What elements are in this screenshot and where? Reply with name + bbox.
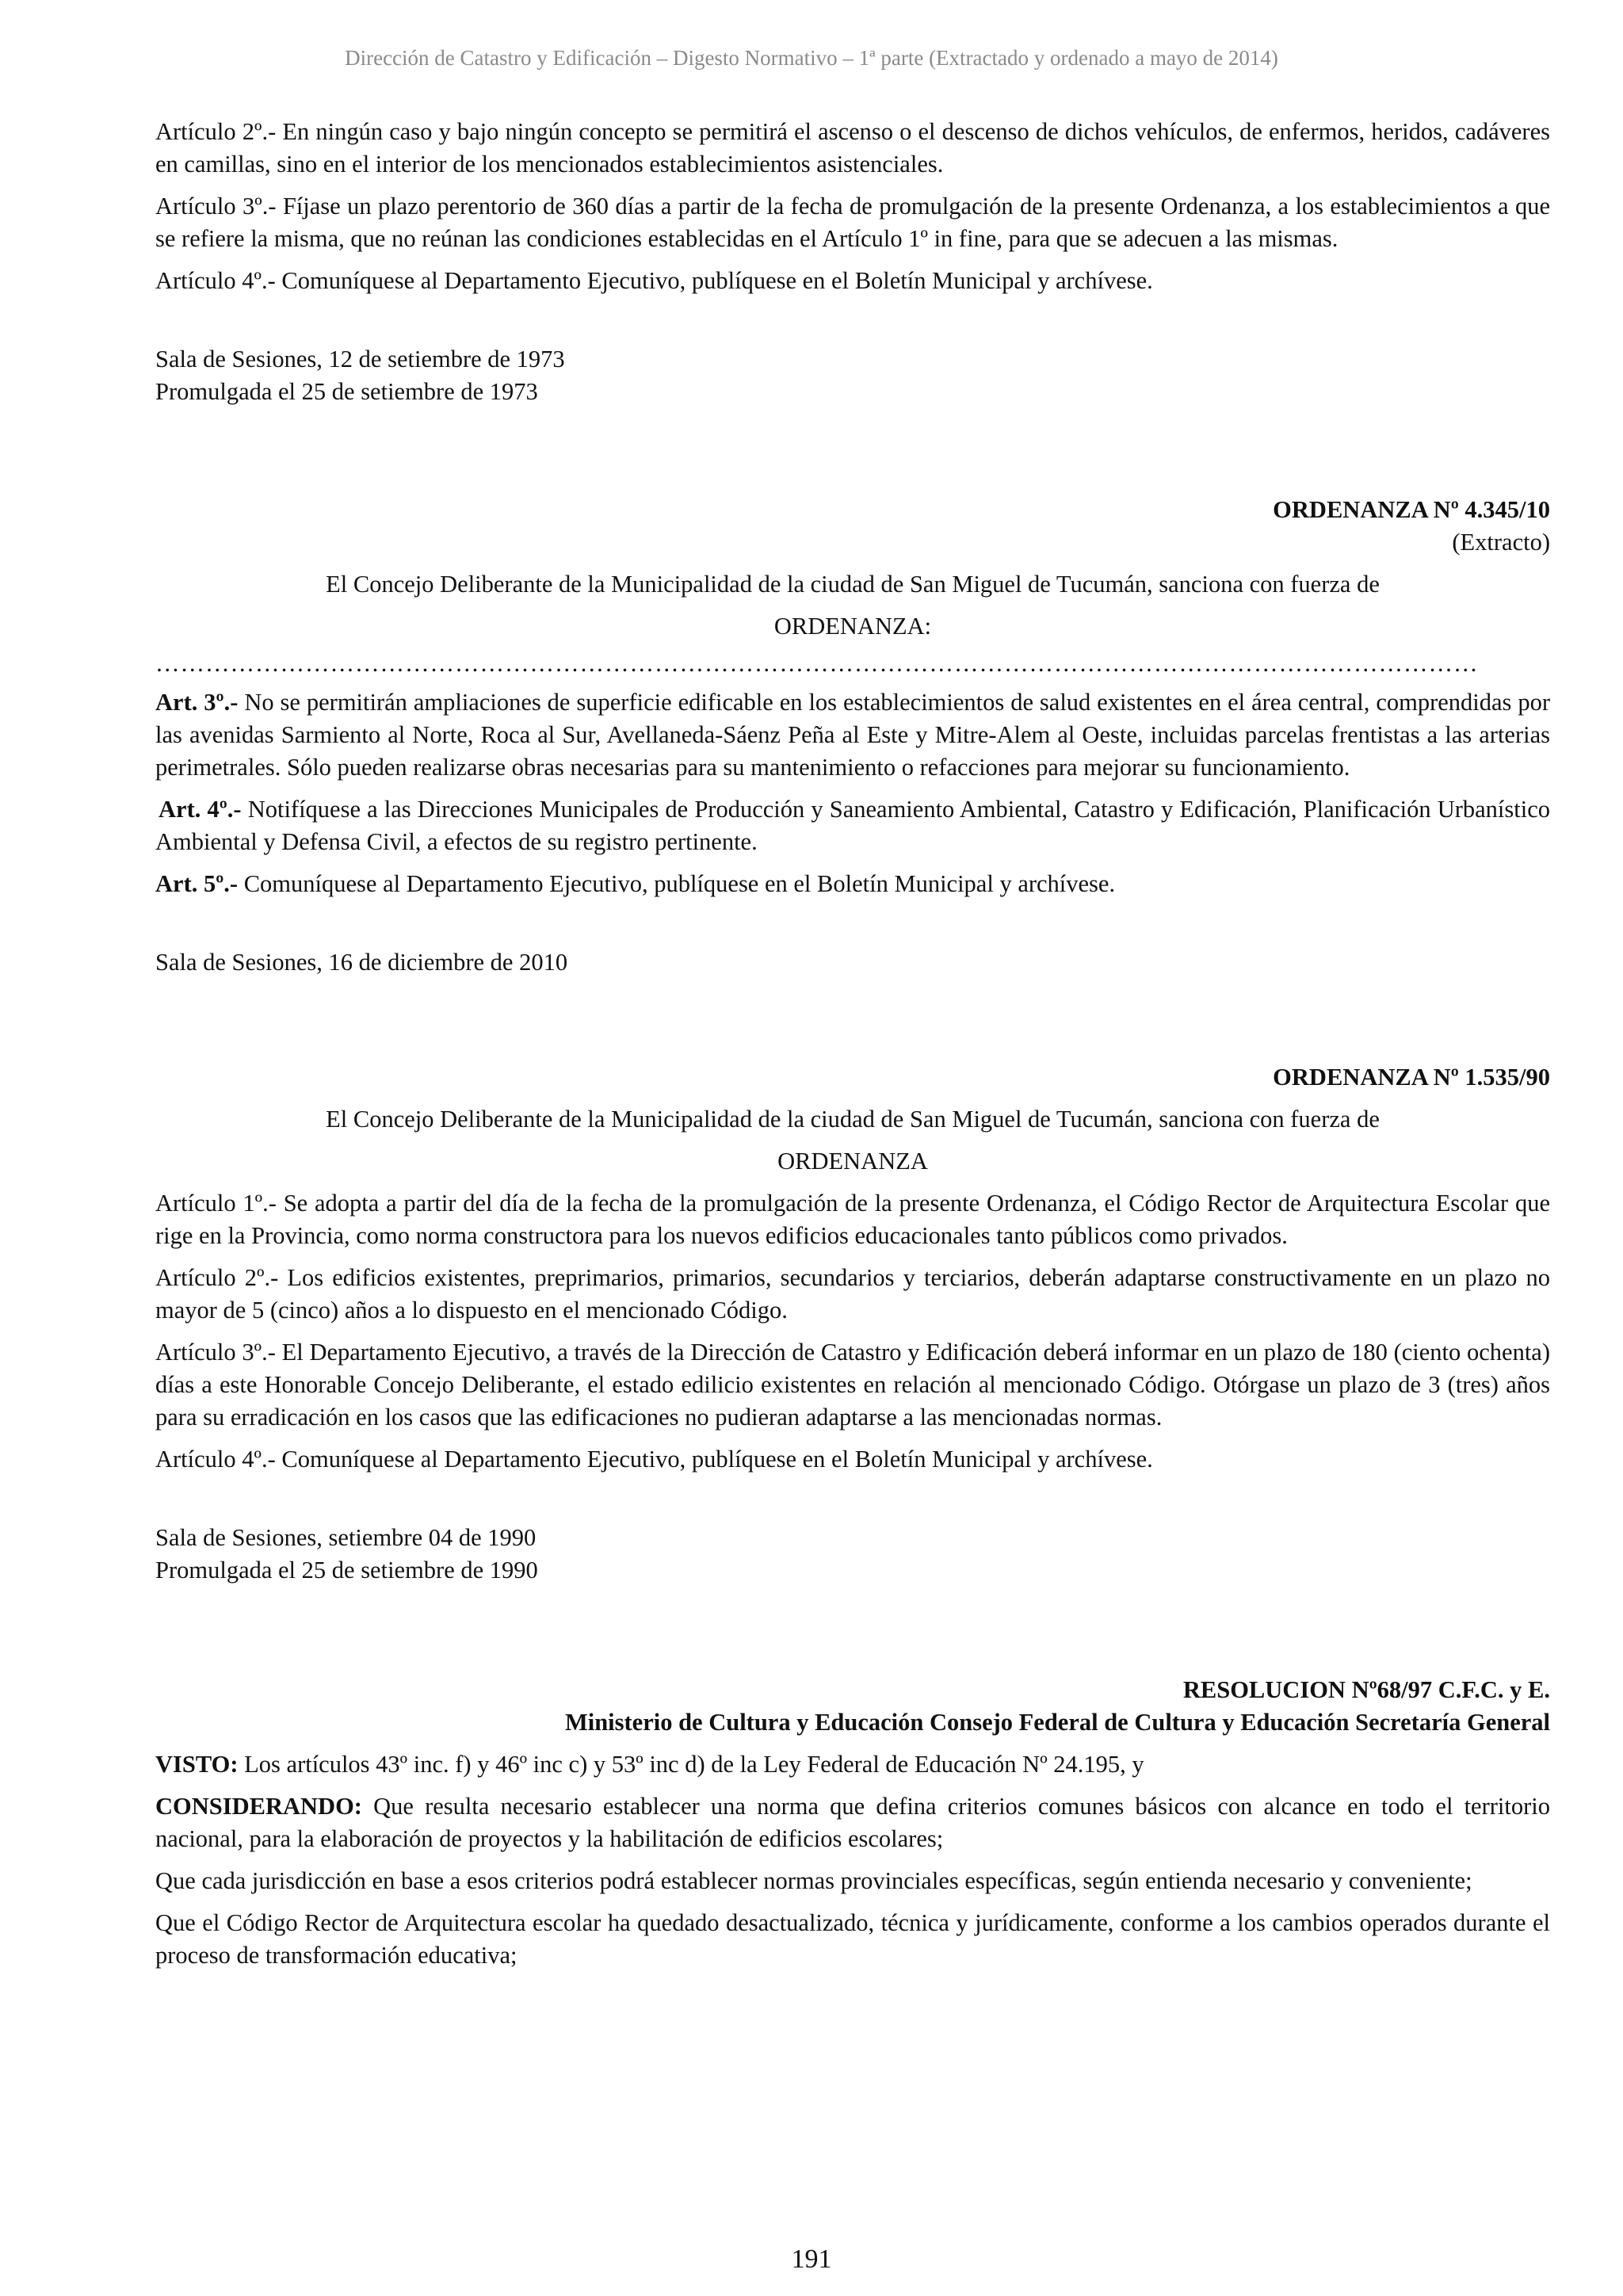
res68-subtitle: Ministerio de Cultura y Educación Consejo Federal de Cultura y Educación Secretaría General [564,1709,1550,1736]
prev-promulgada: Promulgada el 25 de setiembre de 1973 [155,378,538,405]
ord4345-subtitle: (Extracto) [1452,529,1550,556]
ord4345-art4-text: Notifíquese a las Direcciones Municipales de Producción y Saneamiento Ambiental, Catastro y Edificación, Planificación Urbanístico Ambiental y Defensa Civil, a efectos de su registro pertinente. [155,796,1550,855]
ord1535-promulgada: Promulgada el 25 de setiembre de 1990 [155,1557,538,1584]
page-content [155,116,1550,1981]
prev-article-2: Artículo 2º.- En ningún caso y bajo ningún concepto se permitirá el ascenso o el descenso de dichos vehículos, de enfermos, heridos, cadáveres en camillas, sino en el interior de los mencionados establecimientos asistenciales. [155,118,1550,178]
ord4345-art5-label: Art. 5º.- [155,870,239,897]
ord4345-ordenanza: ORDENANZA: [773,613,932,640]
res68-visto-text: Los artículos 43º inc. f) y 46º inc c) y 53º inc d) de la Ley Federal de Educación Nº 24.195, y [238,1751,1144,1778]
ord1535-signature-block [155,1522,1550,1587]
res68-considerando [155,1790,1550,1855]
res68-title: RESOLUCION Nº68/97 C.F.C. y E. [1182,1676,1550,1703]
ord4345-art5-text: Comuníquese al Departamento Ejecutivo, publíquese en el Boletín Municipal y archívese. [238,870,1116,897]
prev-sala: Sala de Sesiones, 12 de setiembre de 1973 [155,346,565,372]
res68-que-1: Que cada jurisdicción en base a esos criterios podrá establecer normas provinciales específicas, según entienda necesario y conveniente; [155,1867,1472,1894]
ord1535-article-3: Artículo 3º.- El Departamento Ejecutivo, a través de la Dirección de Catastro y Edificación deberá informar en un plazo de 180 (ciento ochenta) días a este Honorable Concejo Deliberante, el estado edilicio existentes en relación al mencionado Código. Otórgase un plazo de 3 (tres) años para su erradicación en los casos que las edificaciones no pudieran adaptarse a las mencionadas normas. [155,1339,1550,1431]
ord4345-art3 [155,686,1550,784]
ord1535-ordenanza: ORDENANZA [777,1148,928,1175]
ord4345-art3-text: No se permitirán ampliaciones de superficie edificable en los establecimientos de salud existentes en el área central, comprendidas por las avenidas Sarmiento al Norte, Roca al Sur, Avellaneda-Sáenz Peña al Este y Mitre-Alem al Oeste, incluidas parcelas frentistas a las arterias perimetrales. Sólo pueden realizarse obras necesarias para su mantenimiento o refacciones para mejorar su funcionamiento. [155,689,1550,781]
ord1535-intro: El Concejo Deliberante de la Municipalidad de la ciudad de San Miguel de Tucumán, sanciona con fuerza de [326,1106,1380,1133]
ord4345-title: ORDENANZA Nº 4.345/10 [1273,496,1550,523]
res68-que-2: Que el Código Rector de Arquitectura escolar ha quedado desactualizado, técnica y jurídicamente, conforme a los cambios operados durante el proceso de transformación educativa; [155,1909,1550,1969]
res68-considerando-label: CONSIDERANDO: [155,1793,362,1820]
ord1535-sala: Sala de Sesiones, setiembre 04 de 1990 [155,1524,537,1551]
res68-considerando-text: Que resulta necesario establecer una norma que defina criterios comunes básicos con alcance en todo el territorio nacional, para la elaboración de proyectos y la habilitación de edificios escolares; [155,1793,1550,1852]
res68-visto-label: VISTO: [155,1751,239,1778]
ord4345-signature-block [155,946,1550,979]
ord4345-art3-label: Art. 3º.- [155,689,239,716]
ord1535-article-4: Artículo 4º.- Comuníquese al Departamento Ejecutivo, publíquese en el Boletín Municipal y archívese. [155,1446,1153,1473]
prev-signature-block [155,343,1550,408]
ord4345-art4 [155,793,1550,858]
ord1535-title: ORDENANZA Nº 1.535/90 [1273,1064,1550,1091]
ellipsis-separator: …………………………………………………………………………………………………………………………………………… [155,650,1479,677]
ord1535-article-2: Artículo 2º.- Los edificios existentes, preprimarios, primarios, secundarios y terciarios, deberán adaptarse constructivamente en un plazo no mayor de 5 (cinco) años a lo dispuesto en el mencionado Código. [155,1264,1550,1324]
ord1535-article-1: Artículo 1º.- Se adopta a partir del día de la fecha de la promulgación de la presente Ordenanza, el Código Rector de Arquitectura Escolar que rige en la Provincia, como norma constructora para los nuevos edificios educacionales tanto públicos como privados. [155,1190,1550,1249]
res68-visto [155,1748,1550,1781]
prev-article-4: Artículo 4º.- Comuníquese al Departamento Ejecutivo, publíquese en el Boletín Municipal y archívese. [155,267,1153,294]
ord4345-intro: El Concejo Deliberante de la Municipalidad de la ciudad de San Miguel de Tucumán, sanciona con fuerza de [326,571,1380,598]
running-header: Dirección de Catastro y Edificación – Digesto Normativo – 1ª parte (Extractado y ordenado a mayo de 2014) [345,46,1278,70]
ord4345-art5 [155,868,1550,900]
prev-article-3: Artículo 3º.- Fíjase un plazo perentorio de 360 días a partir de la fecha de promulgación de la presente Ordenanza, a los establecimientos a que se refiere la misma, que no reúnan las condiciones establecidas en el Artículo 1º in fine, para que se adecuen a las mismas. [155,193,1550,252]
page-number: 191 [791,2244,832,2274]
ord4345-sala: Sala de Sesiones, 16 de diciembre de 2010 [155,949,568,976]
ord4345-art4-label: Art. 4º.- [158,796,242,823]
